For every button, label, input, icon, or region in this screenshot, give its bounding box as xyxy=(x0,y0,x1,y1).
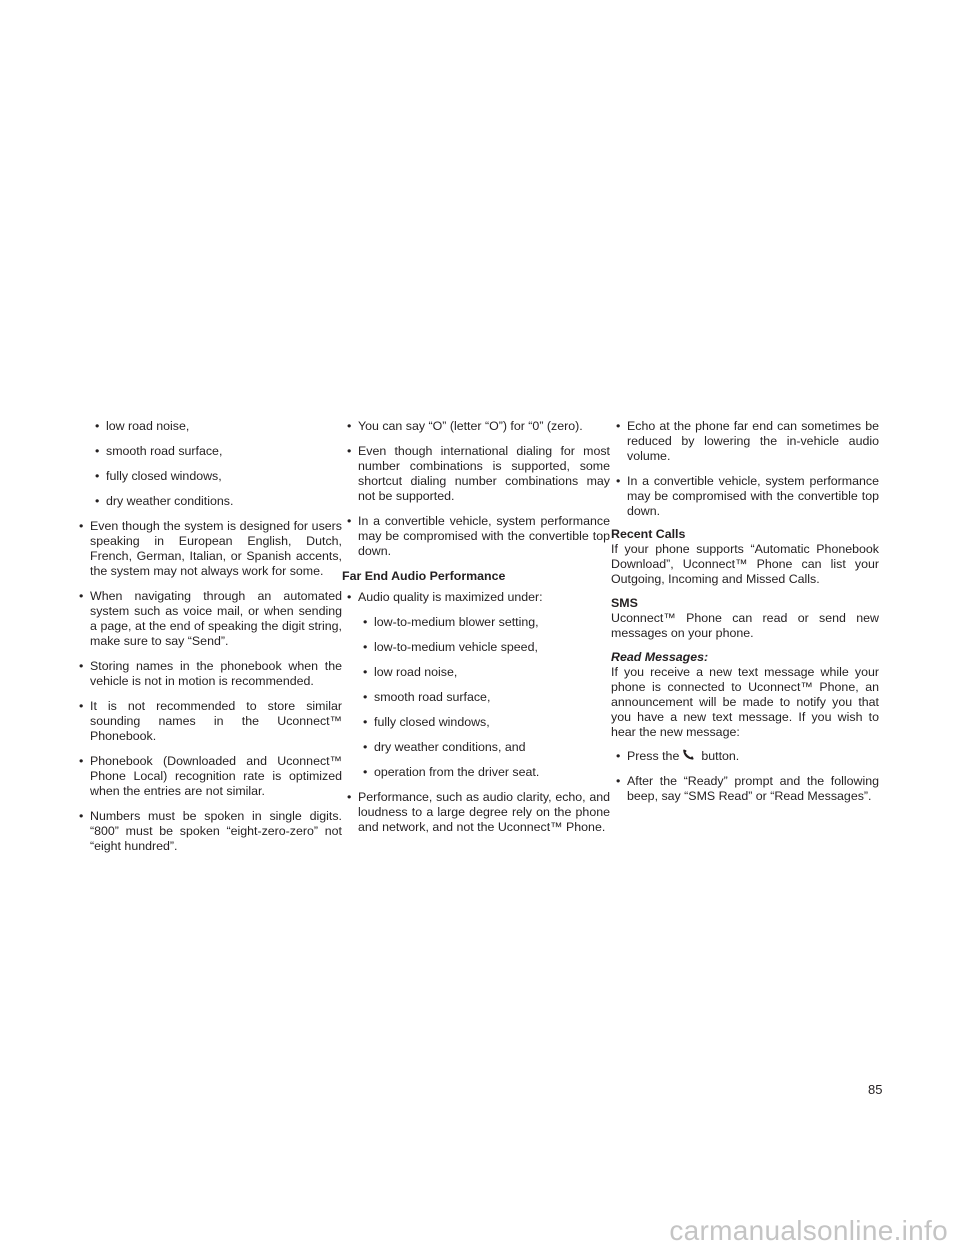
sub-bullet-item: • smooth road surface, xyxy=(358,690,610,705)
bullet-item: • In a convertible vehicle, system performance may be compromised with the convertible top down. xyxy=(342,514,610,559)
phone-icon xyxy=(682,749,698,761)
recent-calls-heading: Recent Calls xyxy=(611,527,686,541)
sms-text: Uconnect™ Phone can read or send new messages on your phone. xyxy=(611,611,879,640)
sub-bullet-item: • smooth road surface, xyxy=(90,444,342,459)
bullet-item: • Numbers must be spoken in single digits. “800” must be spoken “eight-zero-zero” not “eight hundred”. xyxy=(74,809,342,854)
column-2-list-bottom xyxy=(342,590,610,835)
press-the-text: Press the xyxy=(627,749,680,763)
sub-bullet-item: • low-to-medium blower setting, xyxy=(358,615,610,630)
bullet-item: • Audio quality is maximized under: xyxy=(342,590,610,605)
bullet-item: • Performance, such as audio clarity, echo, and loudness to a large degree rely on the phone and network, and not the Uconnect™ Phone. xyxy=(342,790,610,835)
far-end-audio-heading: Far End Audio Performance xyxy=(342,569,506,583)
column-2 xyxy=(342,419,610,845)
read-messages-text: If you receive a new text message while your phone is connected to Uconnect™ Phone, an announcement will be made to notify you that you have a new text message. If you wish to hear the new message: xyxy=(611,665,879,739)
sms-heading: SMS xyxy=(611,596,638,610)
column-3-list-top xyxy=(611,419,879,519)
bullet-item: • Phonebook (Downloaded and Uconnect™ Phone Local) recognition rate is optimized when the entries are not similar. xyxy=(74,754,342,799)
column-1 xyxy=(74,419,342,864)
after-ready-item: • After the “Ready” prompt and the following beep, say “SMS Read” or “Read Messages”. xyxy=(611,774,879,804)
column-3 xyxy=(611,419,879,814)
sub-bullet-item: • fully closed windows, xyxy=(358,715,610,730)
sub-bullet-item: • low-to-medium vehicle speed, xyxy=(358,640,610,655)
page-number: 85 xyxy=(868,1082,883,1097)
bullet-item: • Storing names in the phonebook when the vehicle is not in motion is recommended. xyxy=(74,659,342,689)
bullet-item: • You can say “O” (letter “O”) for “0” (zero). xyxy=(342,419,610,434)
press-phone-button-item xyxy=(611,749,879,764)
watermark: carmanualsonline.info xyxy=(669,1215,948,1246)
bullet-item: • Even though the system is designed for users speaking in European English, Dutch, French, German, Italian, or Spanish accents, the system may not always work for some. xyxy=(74,519,342,579)
button-text: button. xyxy=(701,749,740,763)
sub-bullet-item: • dry weather conditions. xyxy=(90,494,342,509)
column-2-list-top xyxy=(342,419,610,559)
sub-bullet-item: • dry weather conditions, and xyxy=(358,740,610,755)
sub-bullet-item: • fully closed windows, xyxy=(90,469,342,484)
sub-bullet-item: • low road noise, xyxy=(90,419,342,434)
bullet-item: • Echo at the phone far end can sometimes be reduced by lowering the in-vehicle audio volume. xyxy=(611,419,879,464)
bullet-item: • It is not recommended to store similar sounding names in the Uconnect™ Phonebook. xyxy=(74,699,342,744)
bullet-item: • When navigating through an automated system such as voice mail, or when sending a page, at the end of speaking the digit string, make sure to say “Send”. xyxy=(74,589,342,649)
sub-bullet-item: • low road noise, xyxy=(358,665,610,680)
bullet-item: • Even though international dialing for most number combinations is supported, some shortcut dialing number combinations may not be supported. xyxy=(342,444,610,504)
read-messages-heading: Read Messages: xyxy=(611,650,709,664)
recent-calls-text: If your phone supports “Automatic Phonebook Download”, Uconnect™ Phone can list your Outgoing, Incoming and Missed Calls. xyxy=(611,542,879,586)
bullet-item: • In a convertible vehicle, system performance may be compromised with the convertible top down. xyxy=(611,474,879,519)
sub-bullet-item: • operation from the driver seat. xyxy=(358,765,610,780)
